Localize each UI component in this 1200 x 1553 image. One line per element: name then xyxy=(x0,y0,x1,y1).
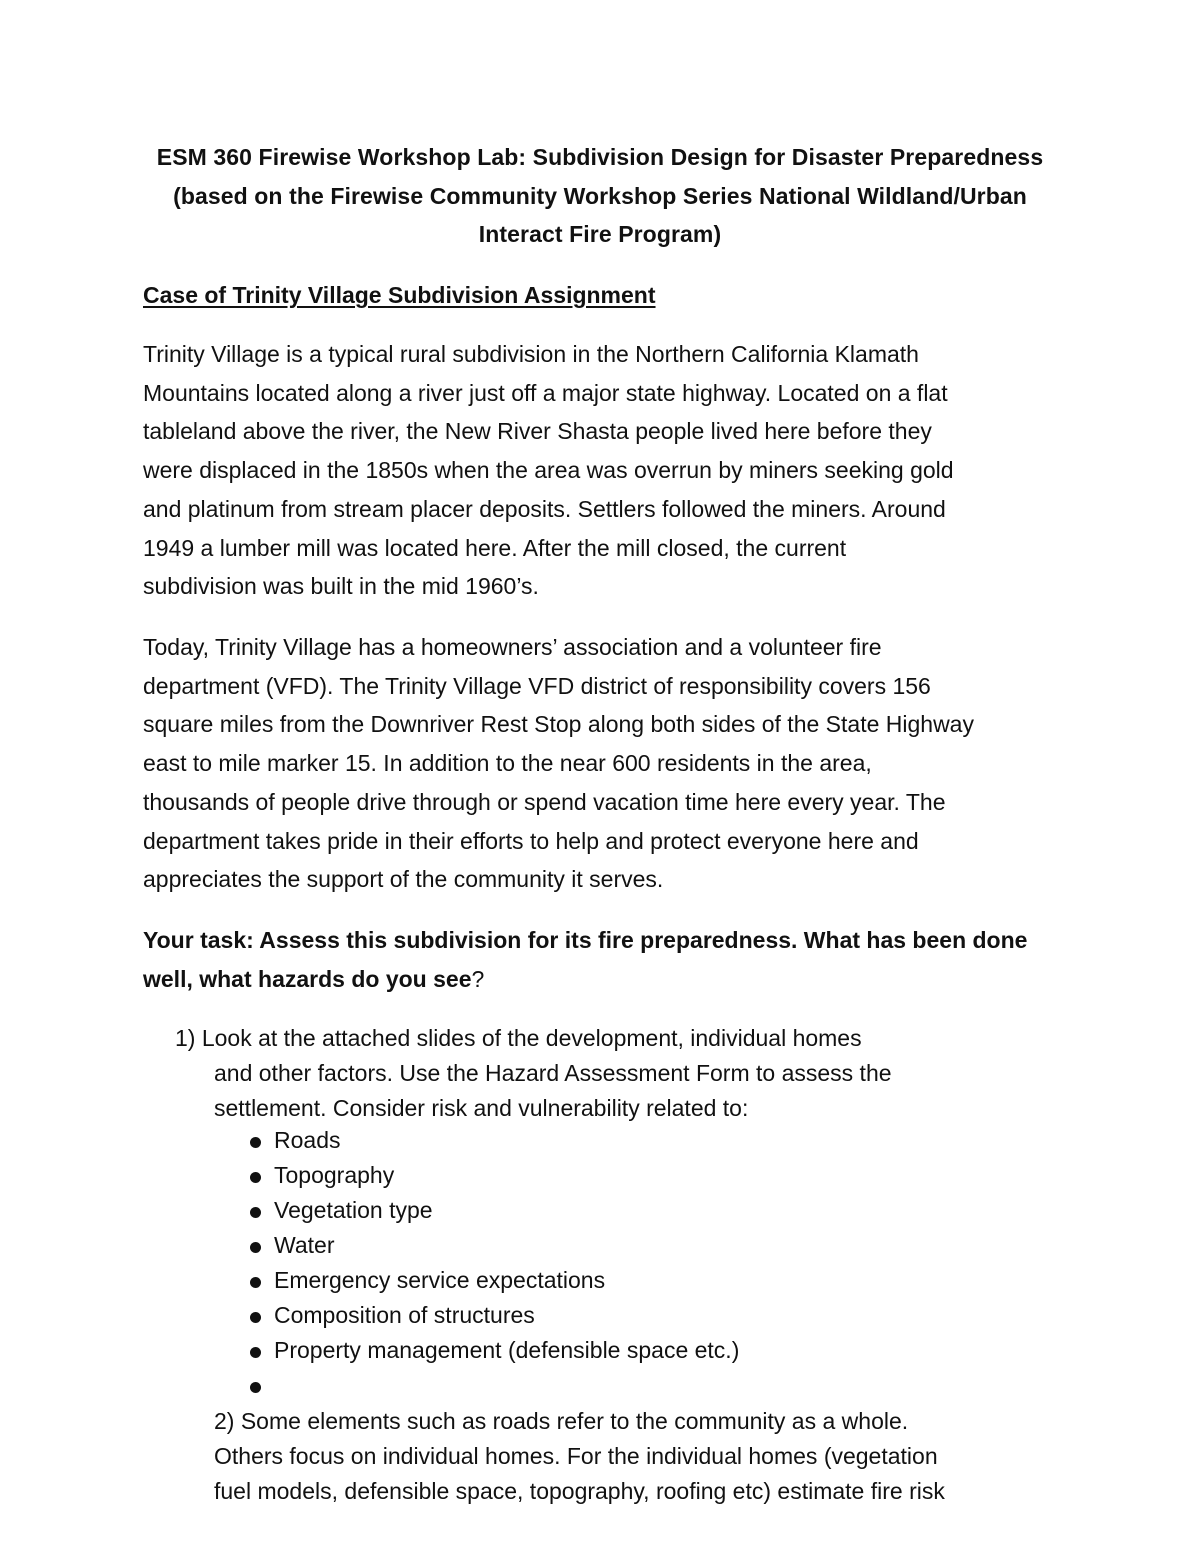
bullet-text: Property management (defensible space etc.) xyxy=(274,1337,740,1363)
title-line-2: (based on the Firewise Community Workshop Series National Wildland/Urban xyxy=(173,182,1027,209)
bullet-text: Topography xyxy=(274,1162,395,1188)
task-question-mark: ? xyxy=(471,965,485,992)
paragraph-line: Trinity Village is a typical rural subdivision in the Northern California Klamath xyxy=(143,341,919,367)
paragraph-line: appreciates the support of the community it serves. xyxy=(143,866,664,893)
bullet-item xyxy=(250,1123,739,1158)
bullet-icon xyxy=(250,1382,261,1393)
paragraph-line: were displaced in the 1850s when the area was overrun by miners seeking gold xyxy=(143,457,954,484)
bullet-icon xyxy=(250,1172,261,1183)
paragraph-line: thousands of people drive through or spend vacation time here every year. The xyxy=(143,788,946,815)
bullet-icon xyxy=(250,1347,261,1358)
item1-line-3: settlement. Consider risk and vulnerability related to: xyxy=(214,1095,749,1121)
bullet-item xyxy=(250,1333,739,1368)
paragraph-line: east to mile marker 15. In addition to the near 600 residents in the area, xyxy=(143,750,872,777)
document-title xyxy=(130,138,1070,254)
paragraph-line: square miles from the Downriver Rest Stop along both sides of the State Highway xyxy=(143,711,974,738)
task-line-2 xyxy=(143,960,1027,999)
bullet-item xyxy=(250,1298,739,1333)
item2-line-3: fuel models, defensible space, topography, roofing etc) estimate fire risk xyxy=(214,1478,945,1504)
paragraph-line: department (VFD). The Trinity Village VFD district of responsibility covers 156 xyxy=(143,672,931,699)
bullet-item xyxy=(250,1193,739,1228)
bullet-icon xyxy=(250,1312,261,1323)
paragraph-line: Today, Trinity Village has a homeowners’ association and a volunteer fire xyxy=(143,634,882,660)
bullet-item xyxy=(250,1263,739,1298)
item2-line-2: Others focus on individual homes. For the individual homes (vegetation xyxy=(214,1443,938,1469)
bullet-item xyxy=(250,1228,739,1263)
paragraph-today xyxy=(143,628,1063,899)
bullet-text: Roads xyxy=(274,1127,341,1153)
bullet-list xyxy=(250,1123,739,1403)
paragraph-history xyxy=(143,335,1063,606)
bullet-item-empty xyxy=(250,1368,739,1403)
task-line-2-text: well, what hazards do you see xyxy=(143,965,472,992)
bullet-icon xyxy=(250,1277,261,1288)
paragraph-line: Mountains located along a river just off a major state highway. Located on a flat xyxy=(143,379,948,406)
numbered-item-1 xyxy=(175,1021,892,1126)
bullet-text: Vegetation type xyxy=(274,1197,433,1223)
item2-line-1: 2) Some elements such as roads refer to the community as a whole. xyxy=(214,1408,909,1434)
paragraph-line: and platinum from stream placer deposits. Settlers followed the miners. Around xyxy=(143,495,946,522)
paragraph-line: 1949 a lumber mill was located here. After the mill closed, the current xyxy=(143,534,847,561)
task-line-1: Your task: Assess this subdivision for its fire preparedness. What has been done xyxy=(143,927,1028,953)
bullet-icon xyxy=(250,1242,261,1253)
bullet-text: Composition of structures xyxy=(274,1302,535,1328)
paragraph-line: subdivision was built in the mid 1960’s. xyxy=(143,573,539,600)
bullet-text: Water xyxy=(274,1232,335,1258)
paragraph-line: department takes pride in their efforts to help and protect everyone here and xyxy=(143,827,919,854)
bullet-item xyxy=(250,1158,739,1193)
bullet-text: Emergency service expectations xyxy=(274,1267,606,1293)
title-line-3: Interact Fire Program) xyxy=(478,221,722,247)
numbered-item-2 xyxy=(214,1404,945,1509)
item1-line-2: and other factors. Use the Hazard Assessment Form to assess the xyxy=(214,1060,892,1086)
title-line-1: ESM 360 Firewise Workshop Lab: Subdivision Design for Disaster Preparedness xyxy=(156,144,1044,170)
bullet-icon xyxy=(250,1207,261,1218)
item1-line-1: 1) Look at the attached slides of the development, individual homes xyxy=(175,1025,862,1051)
paragraph-line: tableland above the river, the New River Shasta people lived here before they xyxy=(143,418,932,445)
bullet-icon xyxy=(250,1137,261,1148)
case-heading: Case of Trinity Village Subdivision Assignment xyxy=(143,282,656,308)
task-statement xyxy=(143,921,1027,998)
